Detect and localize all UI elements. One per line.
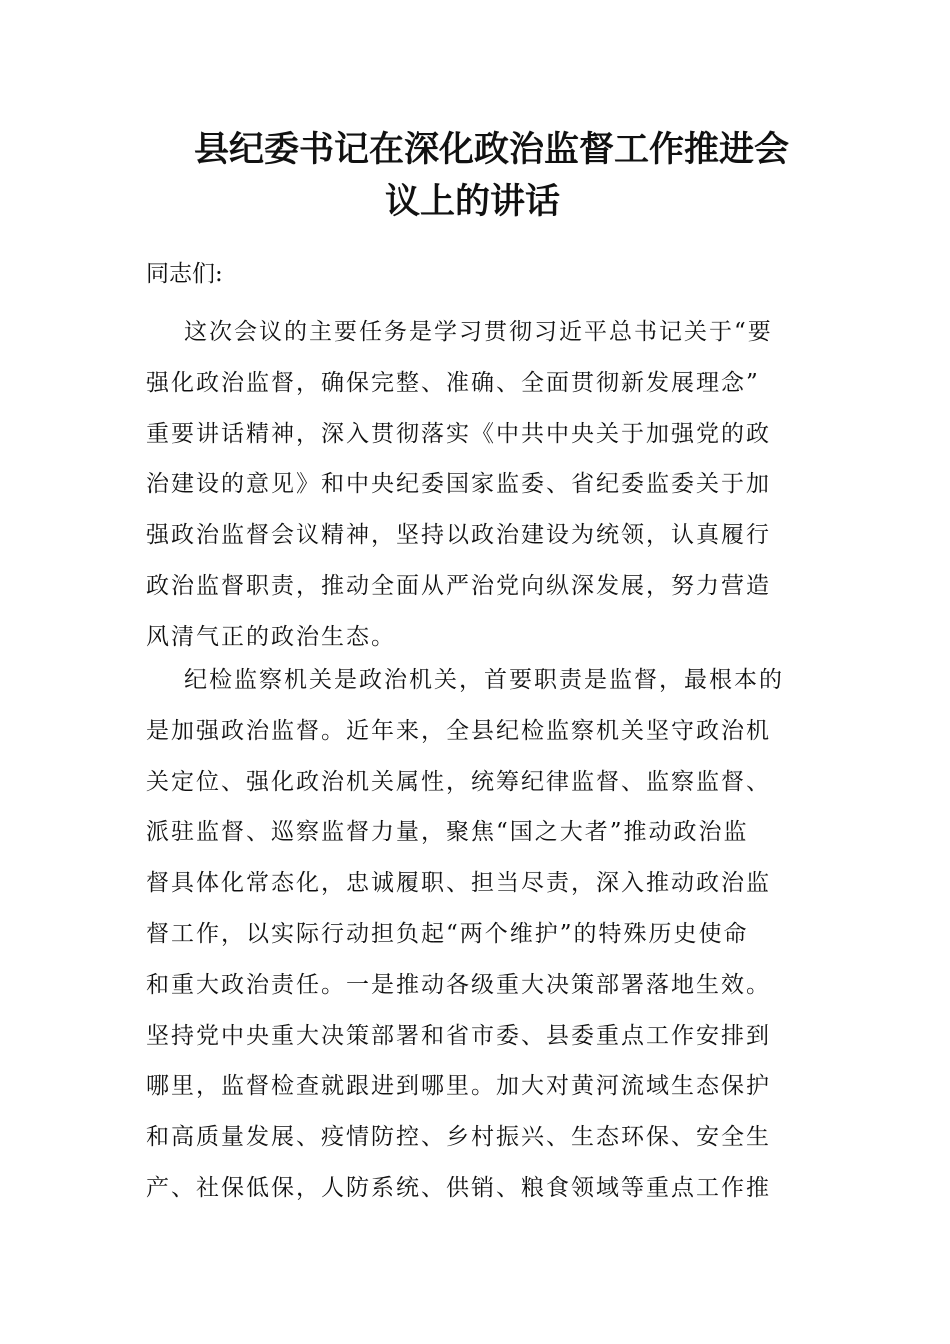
document-title: [140, 124, 840, 228]
paragraph-2: [146, 655, 806, 1214]
paragraph-line: 产、社保低保，人防系统、供销、粮食领域等重点工作推: [146, 1174, 771, 1201]
paragraph-line: 重要讲话精神，深入贯彻落实《中共中央关于加强党的政: [146, 420, 771, 447]
paragraph-line: 派驻监督、巡察监督力量，聚焦“国之大者”推动政治监: [146, 819, 749, 846]
paragraph-line: 关定位、强化政治机关属性，统筹纪律监督、监察监督、: [146, 768, 771, 795]
paragraph-line: 是加强政治监督。近年来，全县纪检监察机关坚守政治机: [146, 717, 771, 744]
paragraph-line: 强政治监督会议精神，坚持以政治建设为统领，认真履行: [146, 522, 771, 549]
paragraph-line: 治建设的意见》和中央纪委国家监委、省纪委监委关于加: [146, 471, 771, 498]
title-line-1: 县纪委书记在深化政治监督工作推进会: [194, 129, 790, 170]
paragraph-1: [146, 307, 806, 663]
paragraph-line: 纪检监察机关是政治机关，首要职责是监督，最根本的: [184, 667, 784, 693]
paragraph-line: 哪里，监督检查就跟进到哪里。加大对黄河流域生态保护: [146, 1073, 771, 1100]
paragraph-line: 坚持党中央重大决策部署和省市委、县委重点工作安排到: [146, 1022, 771, 1049]
title-line-2: 议上的讲话: [385, 181, 561, 222]
paragraph-line: 督具体化常态化，忠诚履职、担当尽责，深入推动政治监: [146, 870, 771, 897]
paragraph-line: 风清气正的政治生态。: [146, 623, 396, 650]
salutation: 同志们:: [146, 261, 223, 287]
paragraph-line: 强化政治监督，确保完整、准确、全面贯彻新发展理念”: [146, 369, 760, 396]
paragraph-line: 政治监督职责，推动全面从严治党向纵深发展，努力营造: [146, 572, 771, 599]
paragraph-line: 和重大政治责任。一是推动各级重大决策部署落地生效。: [146, 971, 771, 998]
paragraph-line: 这次会议的主要任务是学习贯彻习近平总书记关于“要: [184, 319, 773, 345]
paragraph-line: 和高质量发展、疫情防控、乡村振兴、生态环保、安全生: [146, 1124, 771, 1151]
paragraph-line: 督工作，以实际行动担负起“两个维护”的特殊历史使命: [146, 920, 749, 947]
